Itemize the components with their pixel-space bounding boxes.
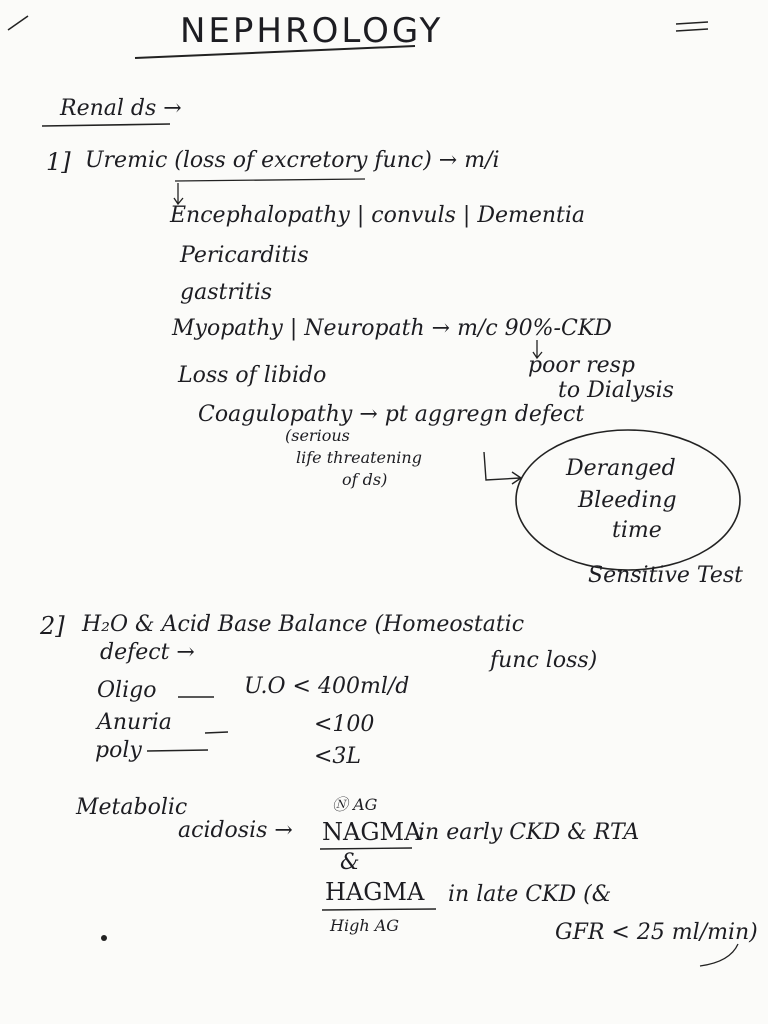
item-encephalopathy: Encephalopathy | convuls | Dementia	[170, 203, 586, 228]
item-gastritis: gastritis	[180, 280, 273, 305]
row-oligo-value: U.O < 400ml/d	[244, 674, 410, 699]
serious-note-3: of ds)	[342, 470, 388, 489]
section2-number: 2]	[40, 612, 65, 640]
serious-note-1: (serious	[285, 426, 350, 445]
hagma-label: HAGMA	[325, 878, 425, 906]
poor-resp-1: poor resp	[528, 353, 635, 378]
section1-line: Uremic (loss of excretory func) → m/i	[85, 148, 500, 173]
dash-poly	[147, 750, 208, 751]
item-myopathy: Myopathy | Neuropath → m/c 90%-CKD	[172, 316, 612, 341]
hook-arrow	[484, 452, 521, 484]
row-oligo-label: Oligo	[97, 678, 157, 703]
corner-mark	[8, 16, 28, 30]
ink-dot	[101, 935, 107, 941]
row-anuria-label: Anuria	[97, 710, 172, 735]
amp-symbol: &	[340, 850, 360, 875]
row-anuria-value: <100	[314, 712, 375, 737]
nagma-note: Ⓝ AG	[332, 795, 378, 814]
high-ag-label: High AG	[330, 916, 400, 935]
section2-line2b: func loss)	[490, 648, 598, 673]
gfr-text: GFR < 25 ml/min)	[555, 920, 758, 945]
hagma-text: in late CKD (&	[448, 882, 612, 907]
bottom-hook	[700, 944, 738, 966]
acidosis-label: acidosis →	[178, 818, 293, 843]
serious-note-2: life threatening	[296, 448, 422, 467]
corner-equals	[676, 22, 708, 31]
heading-renal: Renal ds →	[60, 96, 182, 121]
item-pericarditis: Pericarditis	[180, 243, 309, 268]
heading-underline	[42, 124, 170, 126]
nagma-label: NAGMA	[322, 818, 422, 846]
arrow-down-1	[174, 183, 183, 204]
row-poly-label: poly	[95, 738, 142, 763]
item-coagulopathy: Coagulopathy → pt aggregn defect	[198, 402, 585, 427]
poor-resp-2: to Dialysis	[558, 378, 674, 403]
uremic-underline	[175, 179, 365, 181]
section1-number: 1]	[46, 148, 71, 176]
hagma-underline	[322, 909, 436, 910]
dash-anuria	[205, 732, 228, 733]
circle-caption: Sensitive Test	[588, 563, 744, 588]
row-poly-value: <3L	[314, 744, 362, 769]
section2-line2: defect →	[100, 640, 195, 665]
circled-line-3: time	[612, 518, 662, 543]
nagma-text: in early CKD & RTA	[418, 820, 640, 845]
section2-line: H₂O & Acid Base Balance (Homeostatic	[82, 612, 525, 637]
circled-line-1: Deranged	[566, 456, 676, 481]
item-libido: Loss of libido	[178, 363, 327, 388]
metabolic-label: Metabolic	[76, 795, 188, 820]
page-title: NEPHROLOGY	[180, 11, 444, 51]
circled-line-2: Bleeding	[578, 488, 677, 513]
nagma-underline	[320, 848, 412, 849]
